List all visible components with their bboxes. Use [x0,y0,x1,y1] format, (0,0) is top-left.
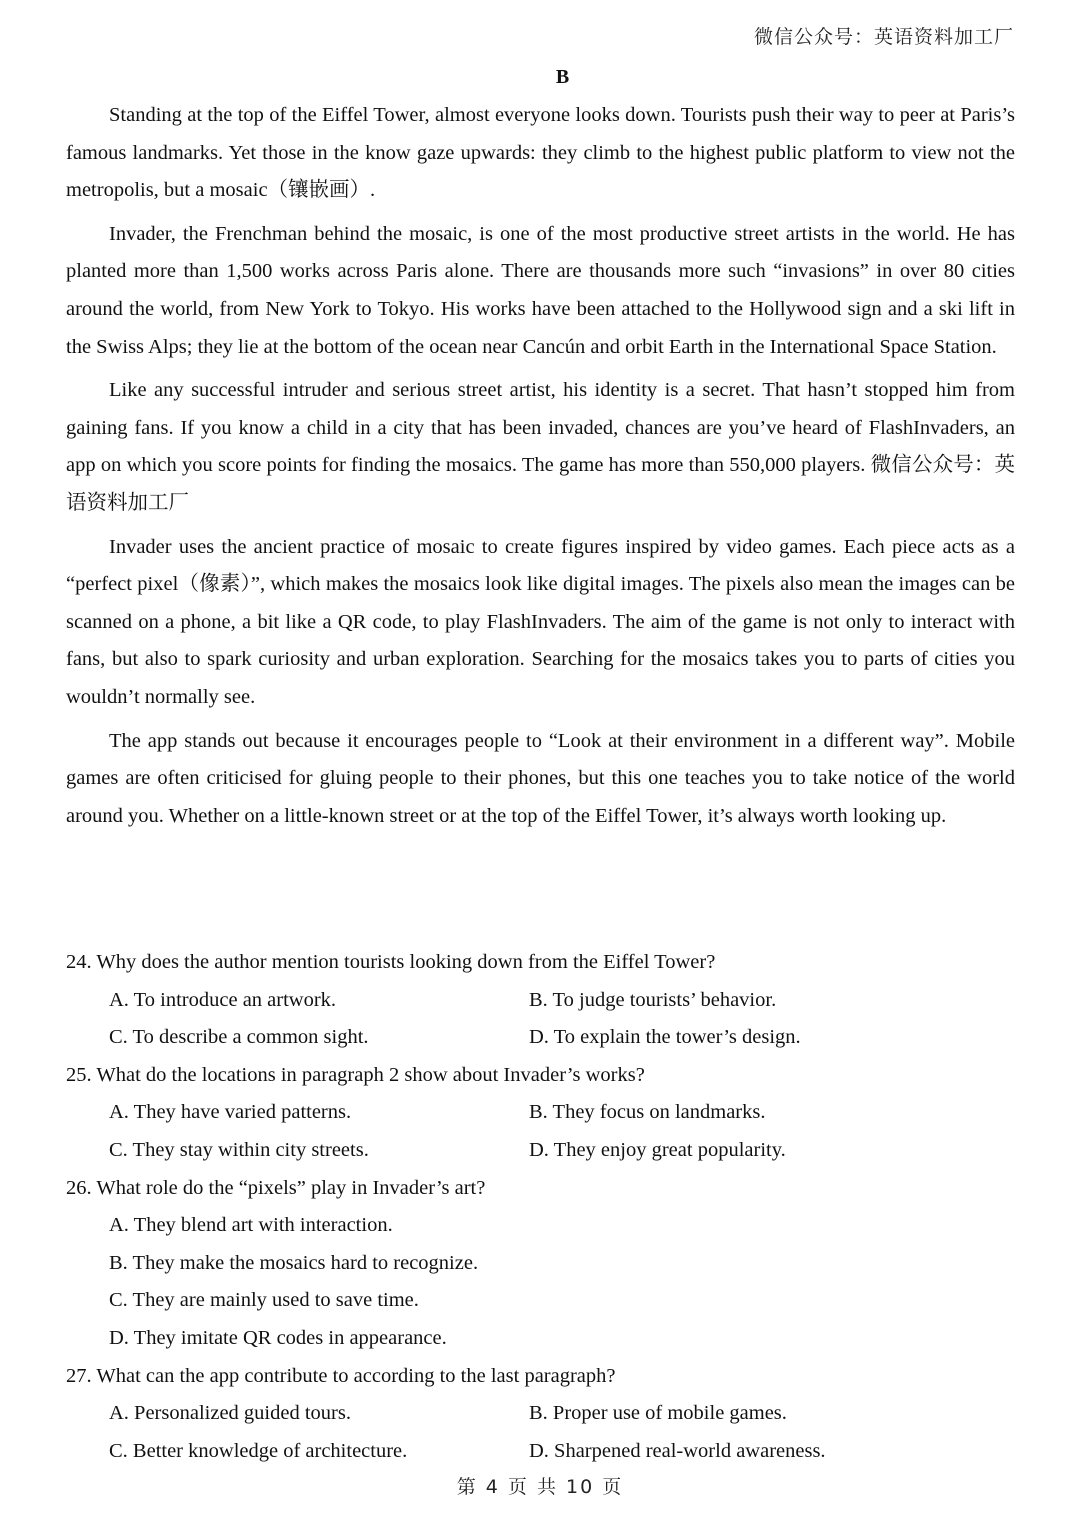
question-stem: 25. What do the locations in paragraph 2 show about Invader’s works? [66,1063,645,1086]
option-c: C. They are mainly used to save time. [109,1289,419,1312]
paragraph: Standing at the top of the Eiffel Tower, almost everyone looks down. Tourists push their way to peer at Paris’s famous landmarks. Yet those in the know gaze upwards: they climb to the highest public platform to view not the metropolis, but a mosaic（镶嵌画）. [66,104,1015,202]
option-b: B. They focus on landmarks. [529,1101,766,1124]
page-number-footer: 第 4 页 共 10 页 [456,1476,624,1498]
option-a: A. Personalized guided tours. [109,1402,351,1425]
option-a: A. To introduce an artwork. [109,988,337,1011]
question-26 [66,1170,1015,1358]
paragraph: Invader uses the ancient practice of mosaic to create figures inspired by video games. Each piece acts as a “perfect pixel（像素）”, which makes the mosaics look like digital images. The pixels also mean the images can be scanned on a phone, a bit like a QR code, to play FlashInvaders. The aim of the game is not only to interact with fans, but also to spark curiosity and urban exploration. Searching for the mosaics takes you to parts of cities you wouldn’t normally see. [66,535,1015,708]
question-27 [66,1358,1015,1471]
option-group [66,1395,1015,1470]
option-b: B. They make the mosaics hard to recognize. [109,1251,479,1274]
question-stem: 27. What can the app contribute to according to the last paragraph? [66,1364,616,1387]
option-c: C. They stay within city streets. [109,1138,369,1161]
reading-passage [66,97,1015,841]
option-d: D. They enjoy great popularity. [529,1138,786,1161]
option-d: D. They imitate QR codes in appearance. [109,1326,447,1349]
option-d: D. Sharpened real-world awareness. [529,1439,826,1462]
option-c: C. Better knowledge of architecture. [109,1439,408,1462]
option-b: B. Proper use of mobile games. [529,1402,787,1425]
option-d: D. To explain the tower’s design. [529,1026,801,1049]
paragraph: Like any successful intruder and serious street artist, his identity is a secret. That hasn’t stopped him from gaining fans. If you know a child in a city that has been invaded, chances are you’ve heard of FlashInvaders, an app on which you score points for finding the mosaics. The game has more than 550,000 players. 微信公众号：英语资料加工厂 [66,379,1015,514]
option-group [66,1094,1015,1169]
option-b: B. To judge tourists’ behavior. [529,988,777,1011]
option-group [66,1207,1015,1357]
question-list [66,944,1015,1470]
option-c: C. To describe a common sight. [109,1026,369,1049]
option-a: A. They blend art with interaction. [109,1214,393,1237]
paragraph: Invader, the Frenchman behind the mosaic, is one of the most productive street artists in the world. He has planted more than 1,500 works across Paris alone. There are thousands more such “invasions” in over 80 cities around the world, from New York to Tokyo. His works have been attached to the Hollywood sign and a ski lift in the Swiss Alps; they lie at the bottom of the ocean near Cancún and orbit Earth in the International Space Station. [66,222,1015,358]
option-a: A. They have varied patterns. [109,1101,352,1124]
option-group [66,982,1015,1057]
question-25 [66,1057,1015,1170]
question-stem: 24. Why does the author mention tourists looking down from the Eiffel Tower? [66,951,716,973]
question-24 [66,944,1015,1057]
page-header-watermark: 微信公众号：英语资料加工厂 [753,27,1014,48]
section-title: B [555,66,570,88]
paragraph: The app stands out because it encourages people to “Look at their environment in a different way”. Mobile games are often criticised for gluing people to their phones, but this one teaches you to take notice of the world around you. Whether on a little-known street or at the top of the Eiffel Tower, it’s always worth looking up. [66,729,1015,827]
question-stem: 26. What role do the “pixels” play in Invader’s art? [66,1176,486,1199]
